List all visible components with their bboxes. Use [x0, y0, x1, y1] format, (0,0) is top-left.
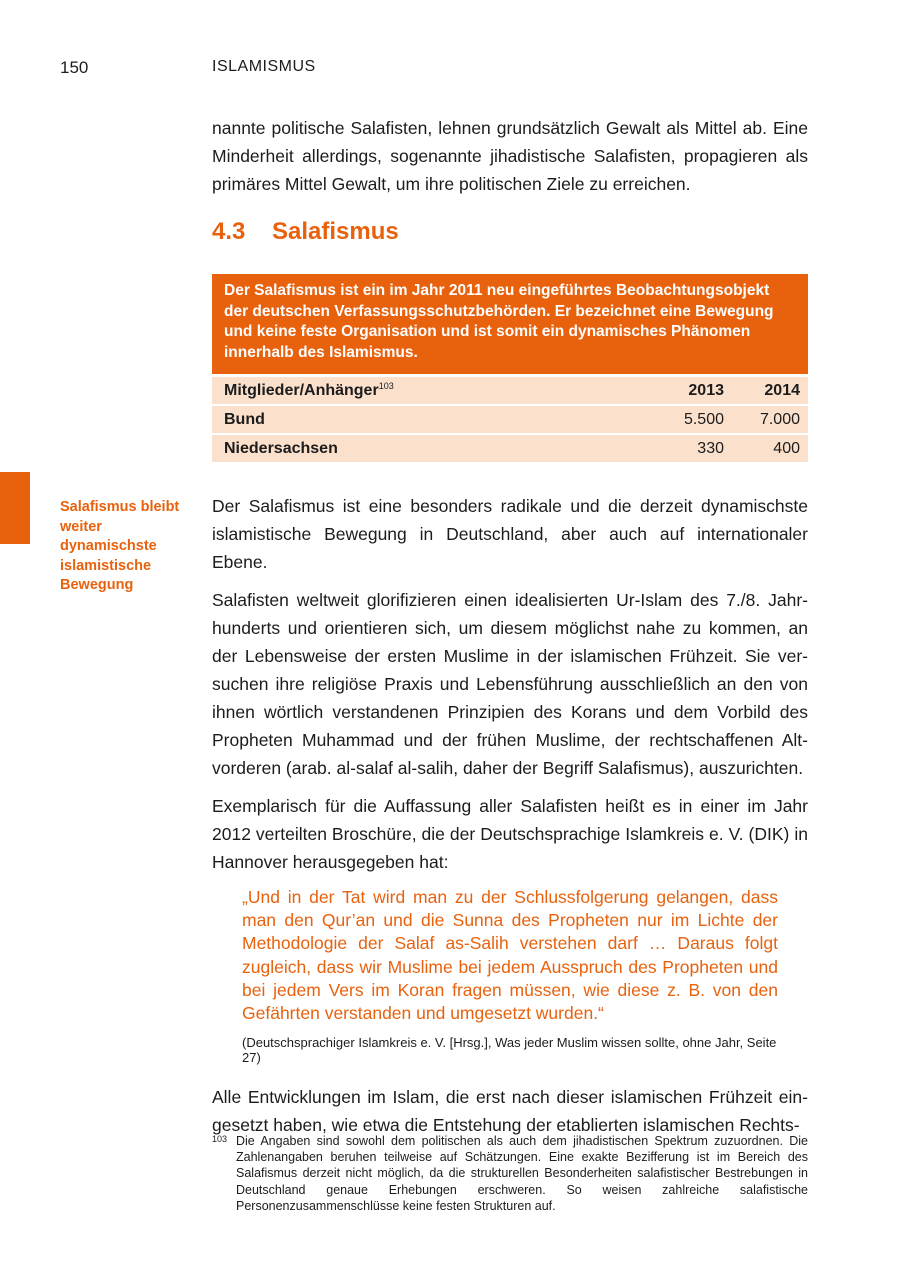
table-header-year: 2014: [732, 374, 808, 404]
table-cell: 400: [732, 433, 808, 462]
info-box-text: Der Salafismus ist ein im Jahr 2011 neu eingeführtes Beobachtungsobjekt der deutschen Verfassungsschutzbehörden. Er bezeichnet eine Bewegung und keine feste Organisation und ist somit ein dynamisches Phänomen innerhalb des Islamismus.: [212, 274, 808, 374]
table-header-label: Mitglieder/Anhänger$^{103}$: [212, 374, 654, 404]
section-heading: [212, 216, 808, 248]
table-cell: 5.500: [654, 404, 732, 433]
running-title: ISLAMISMUS: [212, 58, 316, 75]
table-header-year: 2013: [654, 374, 732, 404]
footnote-ref: 103: [378, 381, 394, 391]
paragraph: Der Salafismus ist eine besonders radikale und die derzeit dynamischste islamistische Bewegung in Deutschland, aber auch auf internationaler Ebene.: [212, 496, 808, 572]
main-content: [212, 114, 808, 1149]
section-title: Salafismus: [272, 218, 399, 245]
quote-source: (Deutschsprachiger Islamkreis e. V. [Hrsg.], Was jeder Muslim wissen sollte, ohne Jahr, Seite 27): [242, 1035, 777, 1066]
footnote-text: Die Angaben sind sowohl dem politischen als auch dem jihadistischen Spektrum zuzuordnen. Die Zahlenangaben beruhen teilweise auf Schätzungen. Eine exakte Bezifferung ist im Bereich des Salafismus derzeit nicht möglich, da die strukturellen Besonderheiten salafistischer Bestrebungen in Deutschland genaue Erhebungen erschweren. So weisen zahlreiche salafistische Personenzusammenschlüsse keine festen Strukturen auf.: [236, 1134, 808, 1213]
table-header-row: [212, 374, 808, 404]
paragraph: Salafisten weltweit glorifizieren einen idealisierten Ur-Islam des 7./8. Jahrhunderts und orientieren sich, um diesem möglichst nahe zu kommen, an der Lebensweise der ersten Muslime in der islamischen Frühzeit. Sie versuchen ihre religiöse Praxis und Lebensführung ausschließlich an den von ihnen wörtlich verstandenen Prinzipien des Korans und dem Vorbild des Propheten Muhammad und der frühen Muslime, der rechtschaffenen Altvorderen (arab. al-salaf al-salih, daher der Begriff Salafismus), auszurichten.: [212, 590, 808, 778]
page-number: 150: [60, 58, 89, 77]
block-quote: [242, 886, 778, 1065]
table-row-label: Bund: [212, 404, 654, 433]
membership-table: [212, 374, 808, 462]
footnote-number: 103: [212, 1134, 228, 1144]
table-row: [212, 404, 808, 433]
chapter-tab-marker: [0, 472, 30, 544]
table-row-label: Niedersachsen: [212, 433, 654, 462]
section-number: 4.3: [212, 218, 246, 245]
intro-paragraph: nannte politische Salafisten, lehnen grundsätzlich Gewalt als Mittel ab. Eine Minderheit allerdings, sogenannte jihadistische Salafisten, propagieren als primäres Mittel Gewalt, um ihre politischen Ziele zu erreichen.: [212, 118, 808, 194]
quote-text: „Und in der Tat wird man zu der Schlussfolgerung gelangen, dass man den Qur’an und die Sunna des Propheten nur im Lichte der Methodologie der Salaf as-Salih verstehen darf … Daraus folgt zugleich, dass wir Muslime bei jedem Ausspruch des Propheten und bei jedem Vers im Koran fragen müssen, wie diese z. B. von den Gefährten verstanden und umgesetzt wurden.“: [242, 887, 778, 1024]
closing-paragraph: Alle Entwicklungen im Islam, die erst nach dieser islamischen Frühzeit eingesetzt haben, wie etwa die Entstehung der etablierten islamischen Rechts-: [212, 1087, 808, 1136]
table-cell: 7.000: [732, 404, 808, 433]
margin-note: Salafismus bleibt weiter dynamischste islamistische Bewegung: [60, 499, 180, 593]
table-cell: 330: [654, 433, 732, 462]
paragraph: Exemplarisch für die Auffassung aller Salafisten heißt es in einer im Jahr 2012 verteilten Broschüre, die der Deutschsprachige Islamkreis e. V. (DIK) in Hannover herausgegeben hat:: [212, 796, 808, 872]
table-row: [212, 433, 808, 462]
footnote: [212, 1133, 808, 1214]
info-box: [212, 274, 808, 462]
